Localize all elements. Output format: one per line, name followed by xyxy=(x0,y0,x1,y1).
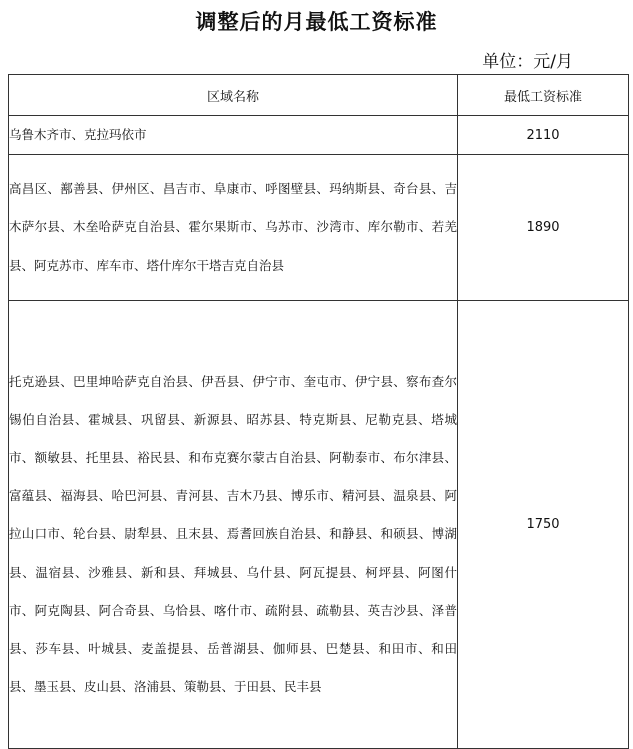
wage-cell: 1890 xyxy=(458,155,629,301)
region-cell: 托克逊县、巴里坤哈萨克自治县、伊吾县、伊宁市、奎屯市、伊宁县、察布查尔锡伯自治县、霍城县、巩留县、新源县、昭苏县、特克斯县、尼勒克县、塔城市、额敏县、托里县、裕民县、和布克赛尔蒙古自治县、阿勒泰市、布尔津县、富蕴县、福海县、哈巴河县、青河县、吉木乃县、博乐市、精河县、温泉县、阿拉山口市、轮台县、尉犁县、且末县、焉耆回族自治县、和静县、和硕县、博湖县、温宿县、沙雅县、新和县、拜城县、乌什县、阿瓦提县、柯坪县、阿图什市、阿克陶县、阿合奇县、乌恰县、喀什市、疏附县、疏勒县、英吉沙县、泽普县、莎车县、叶城县、麦盖提县、岳普湖县、伽师县、巴楚县、和田市、和田县、墨玉县、皮山县、洛浦县、策勒县、于田县、民丰县 xyxy=(9,301,458,749)
wage-table xyxy=(8,74,629,749)
table-row xyxy=(9,155,629,301)
wage-cell: 1750 xyxy=(458,301,629,749)
table-row xyxy=(9,116,629,155)
region-cell: 乌鲁木齐市、克拉玛依市 xyxy=(9,116,458,155)
header-wage: 最低工资标准 xyxy=(458,75,629,116)
page-title: 调整后的月最低工资标准 xyxy=(195,10,438,34)
table-header-row xyxy=(9,75,629,116)
region-cell: 高昌区、鄯善县、伊州区、昌吉市、阜康市、呼图壁县、玛纳斯县、奇台县、吉木萨尔县、木垒哈萨克自治县、霍尔果斯市、乌苏市、沙湾市、库尔勒市、若羌县、阿克苏市、库车市、塔什库尔干塔吉克自治县 xyxy=(9,155,458,301)
table-row xyxy=(9,301,629,749)
wage-cell: 2110 xyxy=(458,116,629,155)
header-region: 区域名称 xyxy=(9,75,458,116)
unit-label: 单位：元/月 xyxy=(482,52,573,72)
